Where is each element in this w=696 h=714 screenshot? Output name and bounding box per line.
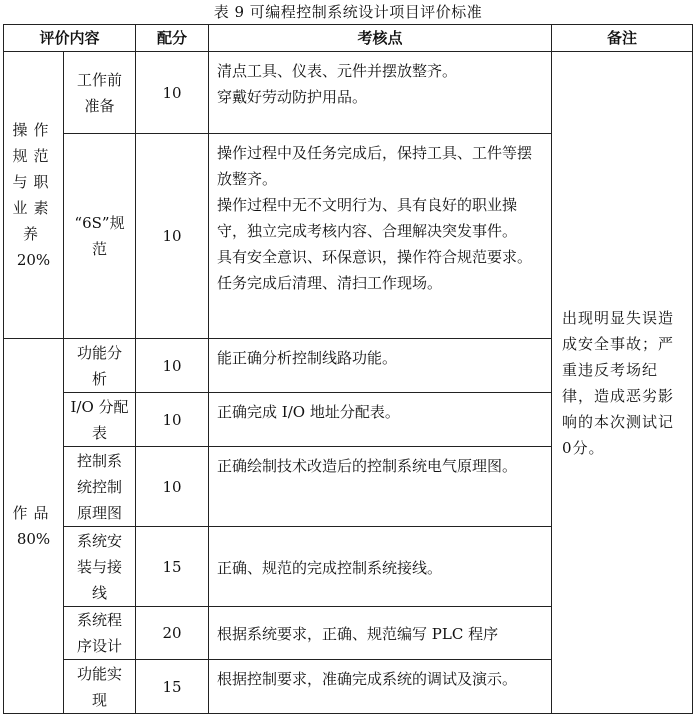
item-points	[209, 527, 552, 607]
item-name: “6S”规范	[64, 134, 136, 339]
item-score: 10	[136, 52, 209, 134]
point-text: 操作过程中无不文明行为、具有良好的职业操守，独立完成考核内容、合理解决突发事件。	[217, 196, 518, 240]
category-name: 操作规范与职业素养	[12, 121, 55, 243]
point-text: 能正确分析控制线路功能。	[217, 349, 398, 367]
item-score: 10	[136, 134, 209, 339]
item-points	[209, 660, 552, 714]
item-name: 控制系统控制原理图	[64, 447, 136, 527]
item-points	[209, 134, 552, 339]
table-header-row	[4, 25, 693, 52]
header-points: 考核点	[209, 25, 552, 52]
point-text: 正确完成 I/O 地址分配表。	[217, 403, 400, 421]
point-text: 根据控制要求，准确完成系统的调试及演示。	[217, 670, 518, 688]
category-cell	[4, 339, 64, 714]
item-name: 工作前准备	[64, 52, 136, 134]
point-text: 任务完成后清理、清扫工作现场。	[217, 274, 443, 292]
category-weight: 80%	[16, 530, 51, 548]
evaluation-table	[3, 24, 693, 714]
item-score: 10	[136, 447, 209, 527]
item-name: 功能分析	[64, 339, 136, 393]
point-text: 具有安全意识、环保意识，操作符合规范要求。	[217, 248, 533, 266]
point-text: 根据系统要求，正确、规范编写 PLC 程序	[217, 625, 499, 643]
item-score: 10	[136, 393, 209, 447]
point-text: 穿戴好劳动防护用品。	[217, 88, 368, 106]
item-points	[209, 607, 552, 660]
point-text: 正确绘制技术改造后的控制系统电气原理图。	[217, 457, 518, 475]
item-score: 15	[136, 660, 209, 714]
item-name: 系统程序设计	[64, 607, 136, 660]
item-points	[209, 447, 552, 527]
item-name: I/O 分配表	[64, 393, 136, 447]
point-text: 正确、规范的完成控制系统接线。	[217, 558, 443, 577]
point-text: 操作过程中及任务完成后，保持工具、工件等摆放整齐。	[217, 144, 533, 188]
table-caption: 表 9 可编程控制系统设计项目评价标准	[213, 3, 483, 21]
table-row	[4, 52, 693, 134]
category-name: 作品	[12, 504, 55, 522]
item-score: 15	[136, 527, 209, 607]
header-content: 评价内容	[4, 25, 136, 52]
item-score: 20	[136, 607, 209, 660]
remarks-cell: 出现明显失误造成安全事故；严重违反考场纪律，造成恶劣影响的本次测试记 0分。	[552, 52, 693, 714]
category-weight: 20%	[16, 251, 51, 269]
item-points	[209, 339, 552, 393]
header-score: 配分	[136, 25, 209, 52]
item-name: 功能实现	[64, 660, 136, 714]
item-points	[209, 393, 552, 447]
item-score: 10	[136, 339, 209, 393]
header-remarks: 备注	[552, 25, 693, 52]
category-cell	[4, 52, 64, 339]
item-points	[209, 52, 552, 134]
item-name: 系统安装与接线	[64, 527, 136, 607]
point-text: 清点工具、仪表、元件并摆放整齐。	[217, 62, 458, 80]
